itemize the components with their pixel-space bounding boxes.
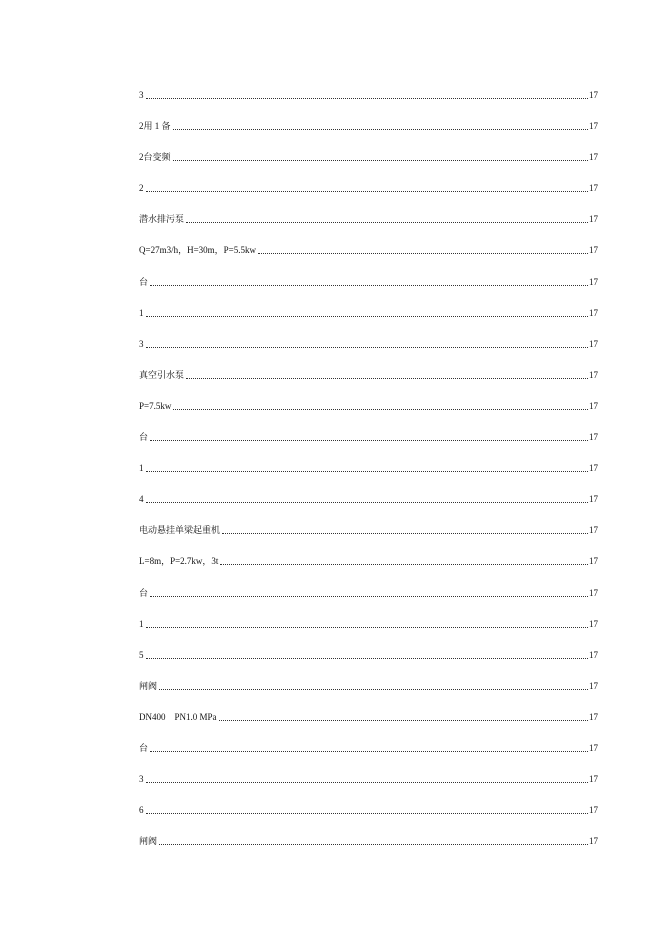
toc-entry[interactable] <box>139 630 598 661</box>
toc-entry-label: 闸阀 <box>139 680 158 691</box>
toc-entry-label: 2 <box>139 183 144 194</box>
toc-entry-page: 17 <box>589 90 598 100</box>
toc-entry-page: 17 <box>589 587 598 598</box>
toc-entry-page: 17 <box>589 307 598 318</box>
dot-leader <box>159 844 588 845</box>
toc-entry-label: 台 <box>139 276 149 287</box>
toc-entry[interactable] <box>139 816 598 847</box>
toc-entry-page: 17 <box>589 805 598 816</box>
toc-entry-page: 17 <box>589 711 598 722</box>
toc-entry[interactable] <box>139 132 598 163</box>
dot-leader <box>146 782 589 783</box>
toc-entry-page: 17 <box>589 742 598 753</box>
toc-entry[interactable] <box>139 567 598 598</box>
toc-entry[interactable] <box>139 288 598 319</box>
dot-leader <box>146 316 589 317</box>
dot-leader <box>146 813 589 814</box>
dot-leader <box>219 720 588 721</box>
toc-entry-label: DN400 PN1.0 MPa <box>139 711 217 722</box>
toc-entry-page: 17 <box>589 214 598 225</box>
toc-entry-label: 1 <box>139 618 144 629</box>
toc-entry[interactable] <box>139 754 598 785</box>
toc-entry-page: 17 <box>589 463 598 474</box>
toc-entry-label: 3 <box>139 774 144 785</box>
toc-entry[interactable] <box>139 474 598 505</box>
toc-entry-label: 3 <box>139 338 144 349</box>
toc-entry-label: 真空引水泵 <box>139 369 185 380</box>
toc-entry[interactable] <box>139 256 598 287</box>
dot-leader <box>220 564 588 565</box>
toc-entry-page: 17 <box>589 525 598 536</box>
toc-entry-page: 17 <box>589 400 598 411</box>
toc-entry[interactable] <box>139 163 598 194</box>
toc-entry-page: 17 <box>589 836 598 847</box>
toc-entry[interactable] <box>139 536 598 567</box>
dot-leader <box>186 222 588 223</box>
toc-entry-label: 1 <box>139 463 144 474</box>
toc-entry[interactable] <box>139 412 598 443</box>
dot-leader <box>258 253 588 254</box>
toc-entry-label: 台 <box>139 587 149 598</box>
toc-entry-label: 3 <box>139 90 144 100</box>
dot-leader <box>173 160 588 161</box>
toc-entry[interactable] <box>139 319 598 350</box>
dot-leader <box>173 409 588 410</box>
toc-entry-label: 电动悬挂单梁起重机 <box>139 525 221 536</box>
toc-entry[interactable] <box>139 381 598 412</box>
toc-entry[interactable] <box>139 350 598 381</box>
toc-entry-label: P=7.5kw <box>139 400 172 411</box>
toc-entry-page: 17 <box>589 183 598 194</box>
toc-entry-page: 17 <box>589 556 598 567</box>
toc-entry-label: 潜水排污泵 <box>139 214 185 225</box>
toc-entry[interactable] <box>139 225 598 256</box>
dot-leader <box>159 689 588 690</box>
toc-entry-page: 17 <box>589 245 598 256</box>
toc-entry-label: 1 <box>139 307 144 318</box>
toc-entry-label: 6 <box>139 805 144 816</box>
toc-entry-page: 17 <box>589 649 598 660</box>
dot-leader <box>150 751 588 752</box>
toc-entry[interactable] <box>139 505 598 536</box>
dot-leader <box>146 471 589 472</box>
dot-leader <box>222 533 588 534</box>
dot-leader <box>150 596 588 597</box>
toc-entry[interactable] <box>139 101 598 132</box>
toc-entry-label: L=8m，P=2.7kw，3t <box>139 556 219 567</box>
toc-entry-label: 5 <box>139 649 144 660</box>
dot-leader <box>146 191 589 192</box>
dot-leader <box>146 98 589 99</box>
toc-entry-label: Q=27m3/h，H=30m，P=5.5kw <box>139 245 256 256</box>
toc-entry[interactable] <box>139 443 598 474</box>
toc-entry[interactable] <box>139 723 598 754</box>
toc-entry-label: 台 <box>139 432 149 443</box>
dot-leader <box>186 378 588 379</box>
toc-entry-page: 17 <box>589 369 598 380</box>
toc-entry-page: 17 <box>589 276 598 287</box>
toc-entry[interactable] <box>139 599 598 630</box>
dot-leader <box>146 502 589 503</box>
toc-entry-page: 17 <box>589 152 598 163</box>
toc-entry-page: 17 <box>589 121 598 132</box>
dot-leader <box>146 658 589 659</box>
dot-leader <box>150 440 588 441</box>
toc-entry[interactable] <box>139 194 598 225</box>
toc-entry-label: 2台变频 <box>139 152 171 163</box>
dot-leader <box>150 285 588 286</box>
toc-entry-page: 17 <box>589 618 598 629</box>
toc-entry-label: 闸阀 <box>139 836 158 847</box>
toc-entry[interactable] <box>139 89 598 101</box>
toc-entry-label: 台 <box>139 742 149 753</box>
toc-entry-label: 2用 1 备 <box>139 121 171 132</box>
toc-entry-page: 17 <box>589 774 598 785</box>
toc-entry[interactable] <box>139 692 598 723</box>
toc-entry[interactable] <box>139 661 598 692</box>
toc-entry[interactable] <box>139 785 598 816</box>
table-of-contents <box>139 89 598 847</box>
toc-entry-page: 17 <box>589 432 598 443</box>
toc-entry-label: 4 <box>139 494 144 505</box>
toc-entry-page: 17 <box>589 680 598 691</box>
toc-entry-page: 17 <box>589 338 598 349</box>
dot-leader <box>146 627 589 628</box>
dot-leader <box>146 347 589 348</box>
dot-leader <box>173 129 588 130</box>
toc-entry-page: 17 <box>589 494 598 505</box>
